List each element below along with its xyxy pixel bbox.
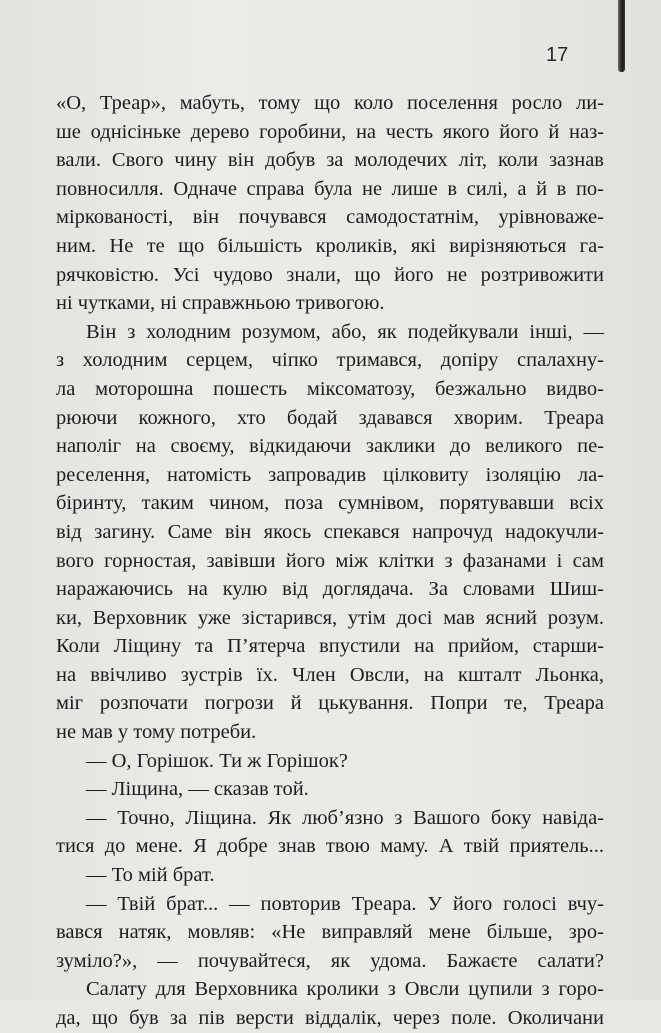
text-line: «О, Треар», мабуть, тому що коло поселення росло ли- — [56, 92, 604, 114]
text-line: зуміло?», — почувайтеся, як удома. Бажаєте салати? — [56, 949, 604, 972]
page-number: 17 — [546, 44, 569, 66]
text-line: на ввічливо зустрів їх. Член Овсли, на кшталт Льонка, — [56, 663, 604, 686]
body-text — [56, 89, 604, 1033]
text-line: не мав у тому потреби. — [56, 721, 257, 744]
text-line: біринту, таким чином, поза сумнівом, порятувавши всіх — [56, 492, 604, 515]
text-line: Він з холодним розумом, або, як подейкували інші, — — [86, 320, 604, 343]
text-line: реселення, натомість запровадив цілковиту ізоляцію ла- — [56, 463, 604, 486]
text-line: — Твій брат... — повторив Треара. У його голосі вчу- — [86, 892, 604, 915]
text-line: — О, Горішок. Ти ж Горішок? — [86, 749, 348, 772]
text-line: да, що був за пів версти віддалік, через поле. Околичани — [56, 1007, 604, 1029]
text-line: ним. Не те що більшість кроликів, які вирізняються га- — [56, 234, 604, 257]
text-line: — Точно, Ліщина. Як люб’язно з Вашого боку навіда- — [86, 806, 604, 829]
text-line: з холодним серцем, чіпко тримався, допіру спалахну- — [56, 349, 604, 372]
text-line: міг розпочати погрози й цькування. Попри те, Треара — [56, 692, 604, 715]
text-line: — Ліщина, — сказав той. — [86, 778, 309, 801]
text-line: рячковістю. Усі чудово знали, що його не розтривожити — [56, 263, 604, 286]
text-line: наражаючись на кулю від доглядача. За словами Шиш- — [56, 578, 604, 601]
text-line: тися до мене. Я добре знав твою маму. А твій приятель... — [56, 835, 604, 858]
text-line: ки, Верховник уже зістарився, утім досі мав ясний розум. — [56, 606, 604, 629]
text-line: ше однісіньке дерево горобини, на честь якого його й наз- — [56, 120, 604, 143]
text-line: Коли Ліщину та П’ятерча впустили на прийом, старши- — [56, 635, 604, 658]
text-line: вали. Свого чину він добув за молодечих літ, коли зазнав — [56, 149, 604, 172]
text-line: Салату для Верховника кролики з Овсли цупили з горо- — [86, 978, 604, 1001]
text-line: повносилля. Одначе справа була не лише в силі, а й в по- — [56, 177, 604, 200]
text-line: ла моторошна пошесть міксоматозу, безжально видво- — [56, 377, 604, 400]
text-line: — То мій брат. — [86, 864, 215, 887]
text-line: ні чутками, ні справжньою тривогою. — [56, 292, 385, 315]
text-line: рюючи кожного, хто бодай здавався хворим. Треара — [56, 406, 604, 429]
text-line: вався натяк, мовляв: «Не виправляй мене більше, зро- — [56, 921, 604, 944]
binding-edge — [618, 0, 625, 72]
text-line: наполіг на своєму, відкидаючи заклики до великого пе- — [56, 435, 604, 458]
text-line: міркованості, він почувався самодостатнім, урівноваже- — [56, 206, 604, 229]
text-line: вого горностая, завівши його між клітки з фазанами і сам — [56, 549, 604, 572]
text-line: від загину. Саме він якось спекався напрочуд надокучли- — [56, 520, 604, 543]
